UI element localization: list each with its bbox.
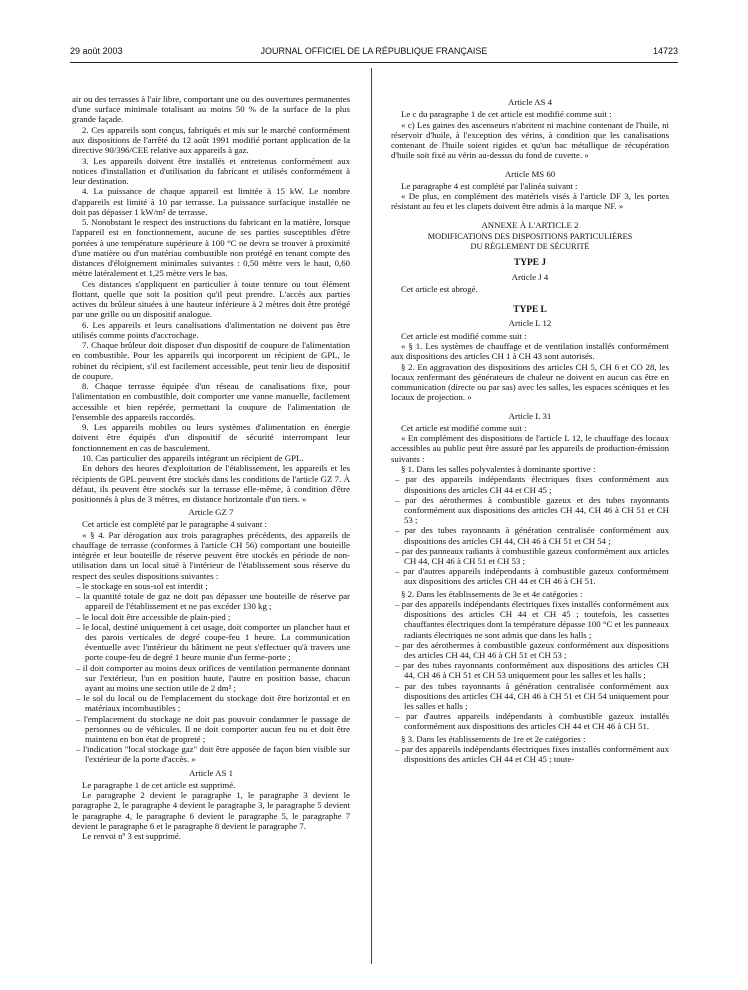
list-item: – par des appareils indépendants électriques fixes installés conformément aux dispositions des articles CH 44 et CH 45 ; toute-	[395, 744, 669, 765]
page-header	[70, 46, 678, 60]
article-heading: Article L 12	[508, 318, 552, 329]
paragraph: Le paragraphe 4 est complété par l'alinéa suivant :	[401, 180, 578, 191]
list-item: – l'emplacement du stockage ne doit pas pouvoir condamner le passage de personnes ou de véhicules. Il ne doit comporter aucun feu nu et doit être maintenu en bon état de propreté ;	[76, 713, 350, 745]
paragraph: § 2. En aggravation des dispositions des articles CH 5, CH 6 et CO 28, les locaux renfermant des générateurs de chaleur ne doivent en aucun cas être en communication (directe ou par sas) avec les salles, les espaces scéniques et les locaux de projection. »	[391, 361, 669, 403]
paragraph: 6. Les appareils et leurs canalisations d'alimentation ne doivent pas être utilisés comme points d'accrochage.	[72, 319, 350, 340]
article-heading: Article MS 60	[504, 168, 556, 179]
paragraph: Cet article est modifié comme suit :	[401, 330, 527, 341]
annex-subtitle: MODIFICATIONS DES DISPOSITIONS PARTICULIÈRES DU RÈGLEMENT DE SÉCURITÉ	[427, 231, 633, 252]
article-heading: Article J 4	[511, 271, 549, 282]
section-heading: § 2. Dans les établissements de 3e et 4e catégories :	[401, 588, 583, 599]
paragraph: Ces distances s'appliquent en particulier à toute tenture ou tout élément flottant, quelle que soit la position qu'il peut prendre. L'accès aux parties actives du brûleur situées à une hauteur inférieure à 2 mètres doit être protégé par une grille ou un dispositif analogue.	[72, 278, 350, 320]
paragraph: « En complément des dispositions de l'article L 12, le chauffage des locaux accessibles au public peut être assuré par les appareils de production-émission suivants :	[391, 433, 669, 464]
paragraph: 3. Les appareils doivent être installés et entretenus conformément aux notices d'installation et d'utilisation du fabricant et utilisés conformément à leur destination.	[72, 155, 350, 186]
paragraph: 9. Les appareils mobiles ou leurs systèmes d'alimentation en énergie doivent être équipés d'un dispositif de sécurité interrompant leur fonctionnement en cas de basculement.	[72, 422, 350, 453]
paragraph: 4. La puissance de chaque appareil est limitée à 15 kW. Le nombre d'appareils est limité à 10 par terrasse. La puissance surfacique installée ne doit pas dépasser 1 kW/m² de terrasse.	[72, 186, 350, 217]
section-heading: § 3. Dans les établissements de 1re et 2e catégories :	[401, 733, 586, 744]
paragraph: « c) Les gaines des ascenseurs n'abritent ni machine contenant de l'huile, ni réservoir d'huile, à l'exception des vérins, à condition que les canalisations contenant de l'huile soient rigides et qu'un bac métallique de récupération d'huile soit fixé au vérin au-dessus du fond de cuvette. »	[391, 119, 669, 161]
list-item: – le local doit être accessible de plain-pied ;	[76, 611, 231, 622]
list-item: – le stockage en sous-sol est interdit ;	[76, 580, 208, 591]
paragraph: 2. Ces appareils sont conçus, fabriqués et mis sur le marché conformément aux dispositions de l'arrêté du 12 août 1991 modifié portant application de la directive 90/396/CEE relative aux appareils à gaz.	[72, 124, 350, 156]
paragraph: Le renvoi nº 3 est supprimé.	[82, 831, 181, 842]
list-item: – par d'autres appareils indépendants à combustible gazeux installés conformément aux dispositions des articles CH 44 et CH 46 à CH 51.	[395, 711, 669, 732]
list-item: – il doit comporter au moins deux orifices de ventilation permanente donnant sur l'extérieur, l'un en position haute, l'autre en position basse, chacun ayant au moins une section utile de 2 dm² ;	[76, 662, 350, 694]
paragraph: Le c du paragraphe 1 de cet article est modifié comme suit :	[401, 109, 612, 120]
l31-section3-list	[391, 744, 669, 764]
l31-section2-list	[391, 599, 669, 732]
type-heading: TYPE J	[513, 258, 547, 269]
paragraph: Cet article est abrogé.	[401, 283, 478, 294]
paragraph: 5. Nonobstant le respect des instructions du fabricant en la matière, lorsque l'appareil est en fonctionnement, aucune de ses parties susceptibles d'être portées à une température supérieure à 100 °C ne devra se trouver à proximité d'une matière ou d'un matériau combustible non protégé en tenant compte des distances d'éloignement minimales suivantes : 0,50 mètre vers le haut, 0,60 mètre latéralement et 1,25 mètre vers le bas.	[72, 217, 350, 279]
article-heading: Article AS 1	[189, 767, 233, 778]
section-heading: § 1. Dans les salles polyvalentes à dominante sportive :	[401, 463, 596, 474]
paragraph: air ou des terrasses à l'air libre, comportant une ou des ouvertures permanentes d'une surface minimale totalisant au moins 50 % de la surface de la plus grande façade.	[72, 94, 350, 125]
list-item: – le sol du local ou de l'emplacement du stockage doit être horizontal et en matériaux incombustibles ;	[76, 693, 350, 714]
paragraph: « § 4. Par dérogation aux trois paragraphes précédents, des appareils de chauffage de terrasse (conformes à l'article CH 56) comportant une bouteille intégrée et leur bouteille de réserve peuvent être stockés en période de non-utilisation dans un local situé à l'intérieur de l'établissement sous réserve du respect des seules dispositions suivantes :	[72, 529, 350, 581]
paragraph: En dehors des heures d'exploitation de l'établissement, les appareils et les récipients de GPL peuvent être stockés dans les conditions de l'article GZ 7. À défaut, ils peuvent être stockés sur la terrasse elle-même, à condition d'être positionnés à plus de 3 mètres, en distance horizontale d'un tiers. »	[72, 463, 350, 504]
article-heading: Article L 31	[508, 410, 552, 421]
list-item: – par des aérothermes à combustible gazeux conformément aux dispositions des articles CH 44, CH 46 à CH 51 et CH 53 ;	[395, 639, 669, 660]
list-item: – le local, destiné uniquement à cet usage, doit comporter un plancher haut et des parois verticales de degré coupe-feu 1 heure. La communication éventuelle avec l'intérieur du bâtiment ne peut s'effectuer qu'à travers une porte coupe-feu de degré 1 heure munie d'un ferme-porte ;	[76, 621, 350, 663]
type-heading: TYPE L	[513, 305, 547, 316]
paragraph: « § 1. Les systèmes de chauffage et de ventilation installés conformément aux dispositions des articles CH 1 à CH 43 sont autorisés.	[391, 340, 669, 362]
list-item: – par des tubes rayonnants à génération centralisée conformément aux dispositions des articles CH 44, CH 46 à CH 51 et CH 54 uniquement pour les salles et halls ;	[395, 680, 669, 712]
list-item: – l'indication "local stockage gaz" doit être apposée de façon bien visible sur l'extérieur de la porte d'accès. »	[76, 744, 350, 765]
l31-section1-list	[391, 474, 669, 586]
header-rule	[70, 62, 678, 63]
paragraph: Le paragraphe 1 de cet article est supprimé.	[82, 779, 236, 790]
list-item: – par des panneaux radiants à combustible gazeux conformément aux articles CH 44, CH 46 à CH 51 et CH 53 ;	[395, 545, 669, 566]
annex-heading: ANNEXE À L'ARTICLE 2	[481, 219, 579, 230]
paragraph: Cet article est complété par le paragraphe 4 suivant :	[82, 519, 267, 530]
paragraph: Le paragraphe 2 devient le paragraphe 1, le paragraphe 3 devient le paragraphe 2, le paragraphe 4 devient le paragraphe 3, le paragraphe 5 devient le paragraphe 4, le paragraphe 6 devient le paragraphe 5, le paragraphe 7 devient le paragraphe 6 et le paragraphe 8 devient le paragraphe 7.	[72, 790, 350, 831]
list-item: – par des tubes rayonnants conformément aux dispositions des articles CH 44, CH 46 à CH 51 et CH 53 uniquement pour les salles et les halls ;	[395, 660, 669, 681]
header-journal-title: JOURNAL OFFICIEL DE LA RÉPUBLIQUE FRANÇAISE	[260, 46, 488, 56]
header-page-number: 14723	[652, 46, 678, 56]
article-heading: Article AS 4	[508, 97, 552, 107]
paragraph: 7. Chaque brûleur doit disposer d'un dispositif de coupure de l'alimentation en combustible. Pour les appareils qui incorporent un récipient de GPL, le robinet du récipient, s'il est facilement accessible, peut tenir lieu de dispositif de coupure.	[72, 340, 350, 381]
list-item: – par des tubes rayonnants à génération centralisée conformément aux dispositions des articles CH 44, CH 46 à CH 51 et CH 54 ;	[395, 525, 669, 546]
list-item: – la quantité totale de gaz ne doit pas dépasser une bouteille de réserve par appareil de l'établissement et ne pas excéder 130 kg ;	[76, 591, 350, 612]
list-item: – par des appareils indépendants électriques fixes conformément aux dispositions des articles CH 44 et CH 45 ;	[395, 474, 669, 495]
paragraph: « De plus, en complément des matériels visés à l'article DF 3, les portes résistant au feu et les clapets doivent être admis à la marque NF. »	[391, 191, 669, 212]
paragraph: 8. Chaque terrasse équipée d'un réseau de canalisations fixe, pour l'alimentation en combustible, doit comporter une vanne manuelle, facilement accessible et bien repérée, permettant la coupure de l'alimentation de l'ensemble des appareils raccordés.	[72, 381, 350, 422]
list-item: – par des aérothermes à combustible gazeux et des tubes rayonnants conformément aux dispositions des articles CH 44, CH 46 à CH 51 et CH 53 ;	[395, 494, 669, 526]
column-separator	[371, 68, 372, 964]
gz7-list	[72, 581, 350, 765]
right-column	[391, 94, 669, 766]
list-item: – par des appareils indépendants électriques fixes installés conformément aux dispositions des articles CH 44 et CH 45 ; toutefois, les cassettes chauffantes électriques dont la température dépasse 100 °C et les panneaux radiants électriques ne sont admis que dans les halls ;	[395, 598, 669, 640]
list-item: – par d'autres appareils indépendants à combustible gazeux conformément aux dispositions des articles CH 44 et CH 46 à CH 51.	[395, 566, 669, 587]
article-heading: Article GZ 7	[188, 507, 234, 518]
header-date: 29 août 2003	[70, 46, 123, 56]
left-column	[72, 94, 350, 842]
paragraph: Cet article est modifié comme suit :	[401, 422, 527, 433]
paragraph: 10. Cas particulier des appareils intégrant un récipient de GPL.	[82, 452, 304, 463]
